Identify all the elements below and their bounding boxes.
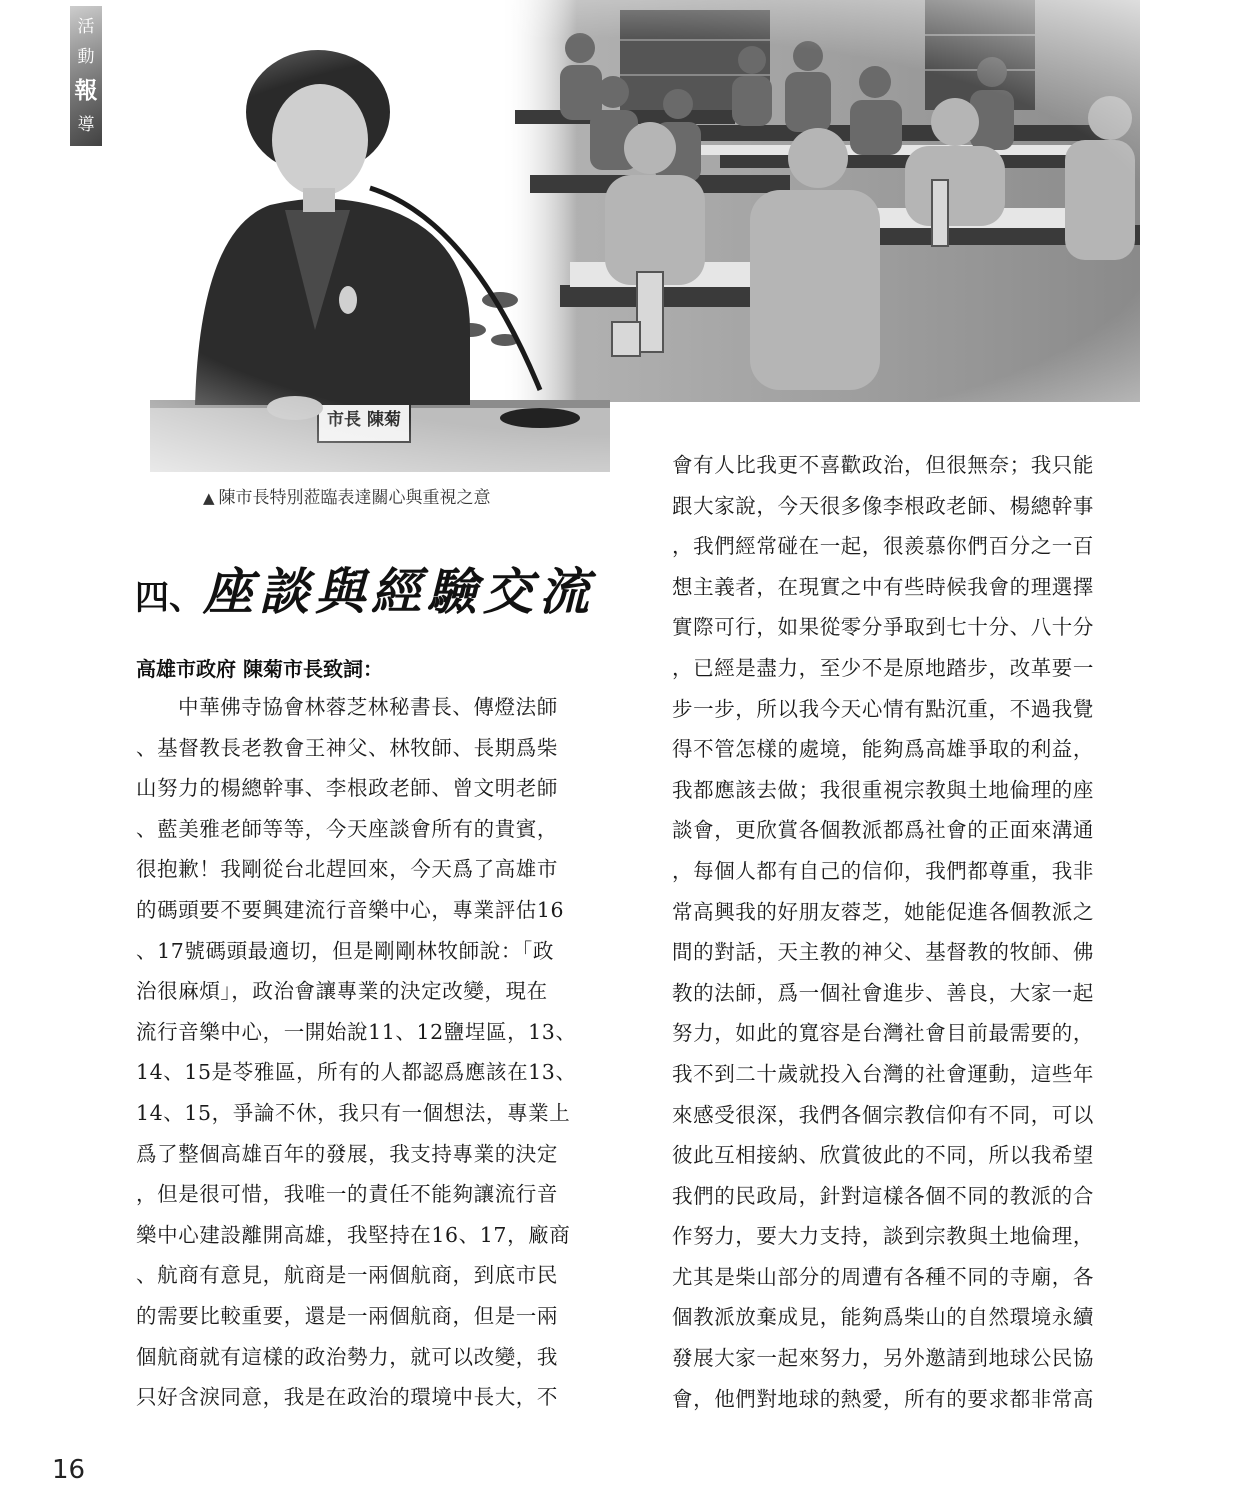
section-title: 座談與經驗交流 (203, 562, 595, 621)
text-line: 的碼頭要不要興建流行音樂中心，專業評估16 (136, 897, 565, 922)
text-line: 會，他們對地球的熱愛，所有的要求都非常高 (672, 1386, 1094, 1411)
text-line: 、基督教長老教會王神父、林牧師、長期爲柴 (136, 735, 558, 760)
caption-text: 陳市長特別蒞臨表達關心與重視之意 (218, 488, 491, 508)
photo-caption (203, 483, 623, 508)
text-line: 我都應該去做；我很重視宗教與土地倫理的座 (672, 777, 1094, 802)
text-line: 發展大家一起來努力，另外邀請到地球公民協 (672, 1346, 1094, 1371)
text-line: 流行音樂中心，一開始說11、12鹽埕區，13、 (136, 1019, 577, 1044)
text-line: 彼此互相接納、欣賞彼此的不同，所以我希望 (672, 1143, 1094, 1168)
text-line: 中華佛寺協會林蓉芝林秘書長、傳燈法師 (178, 695, 558, 719)
text-line: ，但是很可惜，我唯一的責任不能夠讓流行音 (136, 1182, 558, 1207)
text-line: 間的對話，天主教的神父、基督教的牧師、佛 (672, 940, 1094, 965)
text-line: 治很麻煩」，政治會讓專業的決定改變，現在 (136, 979, 548, 1004)
text-line: 很抱歉！我剛從台北趕回來，今天爲了高雄市 (136, 857, 558, 882)
text-line: 14、15是苓雅區，所有的人都認爲應該在13、 (136, 1060, 577, 1085)
text-line: 我們的民政局，針對這樣各個不同的教派的合 (672, 1183, 1094, 1208)
text-line: 爲了整個高雄百年的發展，我支持專業的決定 (136, 1141, 558, 1166)
text-line: 得不管怎樣的處境，能夠爲高雄爭取的利益， (672, 737, 1094, 762)
text-line: 個航商就有這樣的政治勢力，就可以改變，我 (136, 1344, 558, 1369)
photo-illustration (0, 0, 1258, 472)
text-line: 、藍美雅老師等等，今天座談會所有的貴賓， (136, 816, 558, 841)
text-line: 會有人比我更不喜歡政治，但很無奈；我只能 (672, 453, 1094, 477)
event-photo (0, 0, 1258, 472)
text-line: ，已經是盡力，至少不是原地踏步，改革要一 (672, 655, 1094, 680)
text-line: ，我們經常碰在一起，很羨慕你們百分之一百 (672, 534, 1094, 559)
caption-marker: ▲ (203, 489, 215, 507)
text-line: 個教派放棄成見，能夠爲柴山的自然環境永續 (672, 1305, 1094, 1330)
text-line: 山努力的楊總幹事、李根政老師、曾文明老師 (136, 776, 558, 801)
text-line: 常高興我的好朋友蓉芝，她能促進各個教派之 (672, 899, 1094, 924)
text-line: 跟大家說，今天很多像李根政老師、楊總幹事 (672, 493, 1094, 518)
right-column (672, 445, 1147, 1419)
section-number: 四、 (135, 578, 203, 618)
text-line: 教的法師，爲一個社會進步、善良，大家一起 (672, 980, 1094, 1005)
text-line: 步一步，所以我今天心情有點沉重，不過我覺 (672, 696, 1094, 721)
page-number: 16 (52, 1455, 86, 1485)
text-line: 、17號碼頭最適切，但是剛剛林牧師說：「政 (136, 938, 554, 963)
text-line: 我不到二十歲就投入台灣的社會運動，這些年 (672, 1061, 1094, 1086)
text-line: 樂中心建設離開高雄，我堅持在16、17，廠商 (136, 1222, 571, 1247)
text-line: 只好含淚同意，我是在政治的環境中長大，不 (136, 1385, 558, 1410)
text-line: 14、15，爭論不休，我只有一個想法，專業上 (136, 1100, 571, 1125)
text-line: 的需要比較重要，還是一兩個航商，但是一兩 (136, 1303, 558, 1328)
left-column (136, 687, 611, 1418)
text-line: 想主義者，在現實之中有些時候我會的理選擇 (672, 574, 1094, 599)
text-line: 尤其是柴山部分的周遭有各種不同的寺廟，各 (672, 1264, 1094, 1289)
text-line: 努力，如此的寬容是台灣社會目前最需要的， (672, 1021, 1094, 1046)
text-line: 實際可行，如果從零分爭取到七十分、八十分 (672, 615, 1094, 640)
text-line: ，每個人都有自己的信仰，我們都尊重，我非 (672, 858, 1094, 883)
section-heading (135, 552, 605, 632)
speech-subheading: 高雄市政府 陳菊市長致詞： (136, 657, 383, 681)
text-line: 、航商有意見，航商是一兩個航商，到底市民 (136, 1263, 558, 1288)
text-line: 談會，更欣賞各個教派都爲社會的正面來溝通 (672, 818, 1094, 843)
text-line: 來感受很深，我們各個宗教信仰有不同，可以 (672, 1102, 1094, 1127)
text-line: 作努力，要大力支持，談到宗教與土地倫理， (672, 1224, 1094, 1249)
